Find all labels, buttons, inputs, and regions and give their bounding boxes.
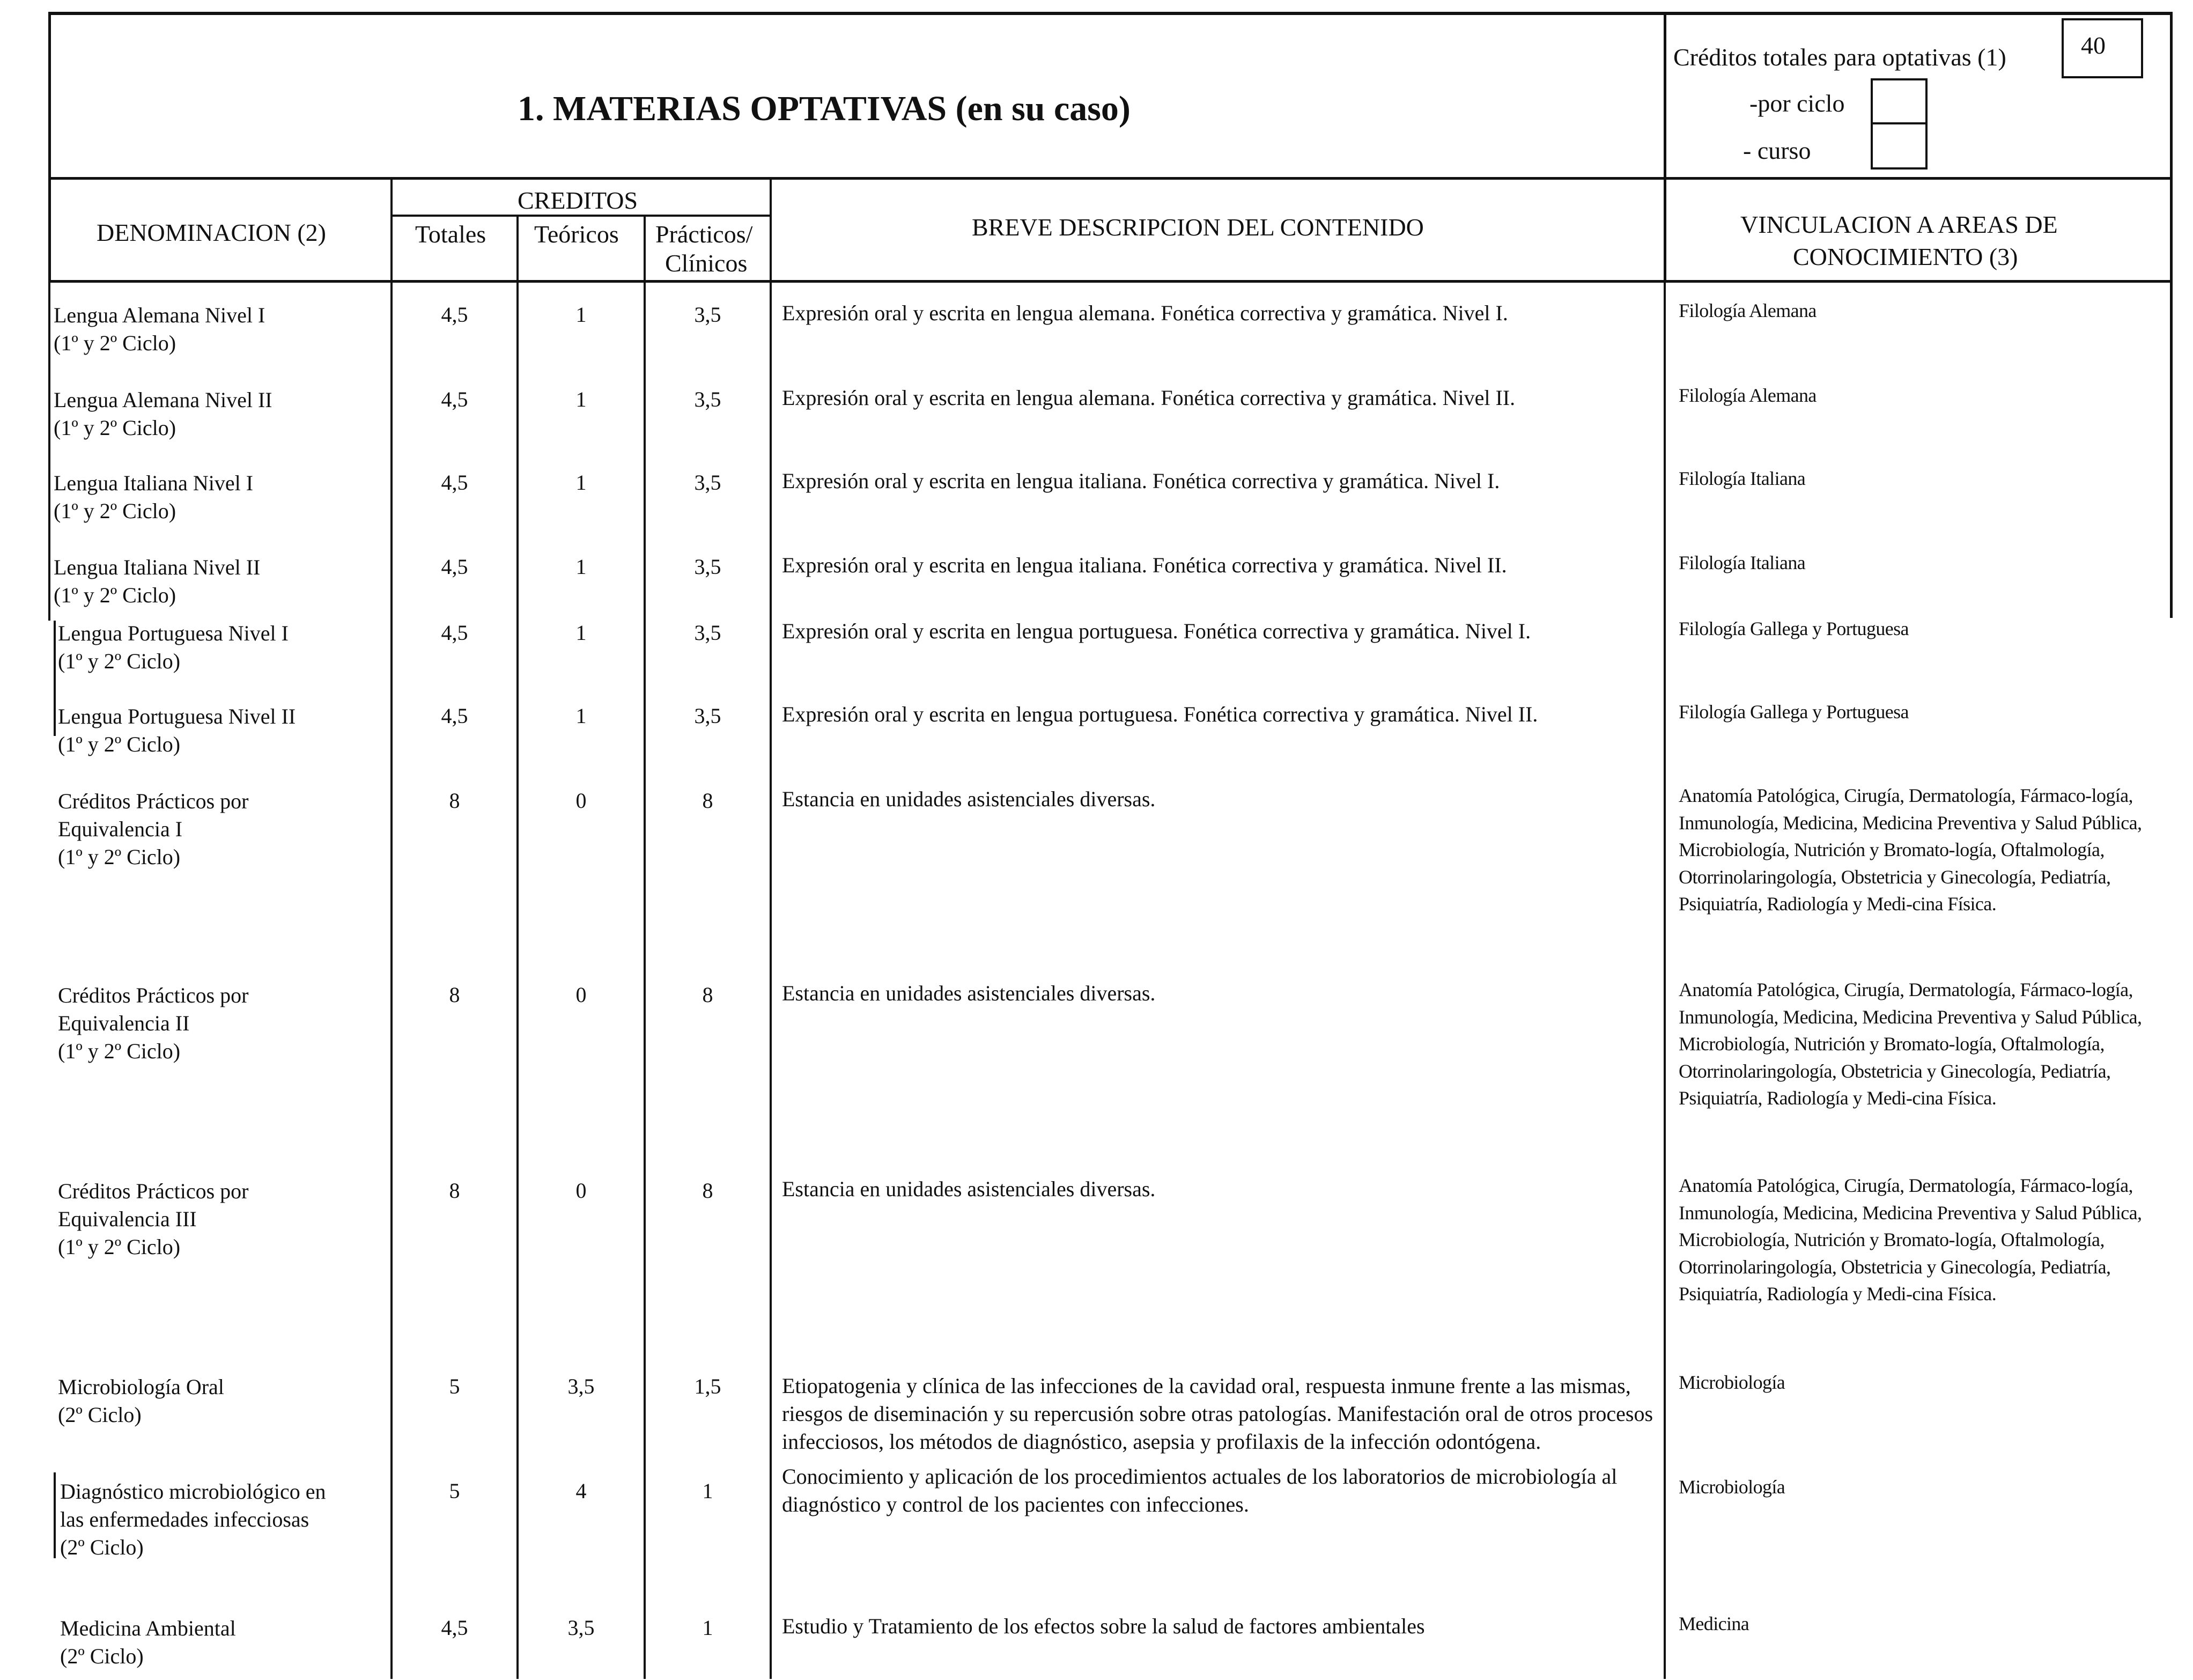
knowledge-area: Filología Gallega y Portuguesa: [1679, 701, 1909, 723]
subject-name-line-1: Lengua Portuguesa Nivel II: [58, 704, 296, 728]
credits-teoricos: 1: [575, 470, 587, 495]
subject-name-line-2: (1º y 2º Ciclo): [54, 331, 176, 355]
column-header-descripcion: BREVE DESCRIPCION DEL CONTENIDO: [972, 213, 1424, 241]
credits-practicos: 3,5: [694, 303, 721, 327]
credits-teoricos: 1: [575, 704, 587, 728]
credits-practicos: 3,5: [694, 555, 721, 579]
subject-name-line-2: (2º Ciclo): [58, 1403, 142, 1427]
credits-totales: 4,5: [441, 387, 468, 411]
subject-name-line-1: Créditos Prácticos por: [58, 983, 249, 1007]
subject-name-line-1: Lengua Italiana Nivel I: [54, 471, 254, 495]
content-description: Expresión oral y escrita en lengua portuguesa. Fonética correctiva y gramática. Nivel II.: [782, 702, 1538, 726]
knowledge-area: Microbiología: [1679, 1372, 1785, 1393]
credits-totales: 4,5: [441, 470, 468, 495]
knowledge-area: Filología Alemana: [1679, 385, 1817, 406]
knowledge-area: Anatomía Patológica, Cirugía, Dermatología, Fármaco-logía, Inmunología, Medicina, Medicina Preventiva y Salud Pública, Microbiología, Nutrición y Bromato-logía, Oftalmología, Otorrinolaringología, Obstetricia y Ginecología, Pediatría, Psiquiatría, Radiología y Medi-cina Física.: [1679, 979, 2142, 1109]
credits-totales: 4,5: [441, 303, 468, 327]
subject-name-line-3: (1º y 2º Ciclo): [58, 1039, 181, 1063]
content-description: Expresión oral y escrita en lengua portuguesa. Fonética correctiva y gramática. Nivel I.: [782, 619, 1531, 643]
credits-teoricos: 1: [575, 387, 587, 411]
content-description: Expresión oral y escrita en lengua italiana. Fonética correctiva y gramática. Nivel I.: [782, 469, 1500, 493]
credits-practicos: 1,5: [694, 1374, 721, 1398]
content-description: Estudio y Tratamiento de los efectos sobre la salud de factores ambientales: [782, 1614, 1425, 1638]
content-description: Estancia en unidades asistenciales diversas.: [782, 787, 1156, 811]
creditos-totales-value: 40: [2081, 32, 2106, 59]
credits-practicos: 3,5: [694, 621, 721, 645]
column-separator-totales: [516, 215, 519, 1679]
subject-name-line-2: (1º y 2º Ciclo): [54, 583, 176, 607]
credits-practicos: 8: [702, 789, 713, 813]
credits-practicos: 3,5: [694, 470, 721, 495]
content-description: Expresión oral y escrita en lengua alemana. Fonética correctiva y gramática. Nivel II.: [782, 386, 1516, 410]
knowledge-area: Microbiología: [1679, 1476, 1785, 1498]
creditos-totales-label: Créditos totales para optativas (1): [1673, 43, 2006, 71]
curso-box: [1871, 122, 1928, 170]
column-header-vinculacion: VINCULACION A AREAS DE: [1740, 211, 2058, 238]
knowledge-area: Filología Italiana: [1679, 552, 1806, 573]
knowledge-area: Medicina: [1679, 1613, 1749, 1634]
credits-practicos: 3,5: [694, 387, 721, 411]
credits-teoricos: 1: [575, 621, 587, 645]
column-header-creditos: CREDITOS: [518, 187, 638, 214]
credits-totales: 8: [449, 789, 460, 813]
knowledge-area: Filología Italiana: [1679, 468, 1806, 489]
credits-practicos: 8: [702, 983, 713, 1007]
subject-name-line-1: Medicina Ambiental: [60, 1616, 236, 1640]
left-margin-mark-3: [54, 1472, 56, 1558]
credits-totales: 4,5: [441, 621, 468, 645]
subject-name-line-1: Microbiología Oral: [58, 1375, 224, 1399]
subject-name-line-1: Créditos Prácticos por: [58, 1179, 249, 1203]
column-header-totales: Totales: [415, 220, 486, 248]
left-margin-mark-1: [48, 283, 50, 621]
subject-name-line-2: Equivalencia I: [58, 817, 183, 841]
subject-name-line-1: Lengua Portuguesa Nivel I: [58, 621, 289, 645]
subject-name-line-2: (1º y 2º Ciclo): [58, 649, 181, 673]
subject-name-line-2: (1º y 2º Ciclo): [54, 416, 176, 440]
column-header-clinicos: Clínicos: [665, 249, 748, 277]
credits-practicos: 1: [702, 1479, 713, 1503]
table-border-top: [48, 12, 2172, 15]
credits-teoricos: 0: [575, 789, 587, 813]
content-description: Etiopatogenia y clínica de las infecciones de la cavidad oral, respuesta inmune frente a las mismas, riesgos de diseminación y su repercusión sobre otras patologías. Manifestación oral de otros procesos infecciosos, los métodos de diagnóstico, asepsia y profilaxis de la infección odontógena.: [782, 1374, 1653, 1454]
table-border-right: [2170, 12, 2173, 618]
credits-teoricos: 1: [575, 303, 587, 327]
credits-totales: 4,5: [441, 1616, 468, 1640]
credits-teoricos: 0: [575, 1178, 587, 1203]
credits-teoricos: 3,5: [567, 1616, 595, 1640]
header-divider-horizontal: [48, 177, 2172, 180]
subject-name-line-2: (1º y 2º Ciclo): [58, 732, 181, 756]
column-header-denominacion: DENOMINACION (2): [97, 219, 326, 246]
credits-totales: 4,5: [441, 555, 468, 579]
subject-name-line-2: (2º Ciclo): [60, 1644, 144, 1668]
credits-teoricos: 4: [575, 1479, 587, 1503]
credits-practicos: 8: [702, 1178, 713, 1203]
subject-name-line-2: (1º y 2º Ciclo): [54, 499, 176, 523]
subject-name-line-1: Lengua Italiana Nivel II: [54, 555, 261, 579]
credits-totales: 5: [449, 1374, 460, 1398]
content-description: Conocimiento y aplicación de los procedimientos actuales de los laboratorios de microbiología al diagnóstico y control de los pacientes con infecciones.: [782, 1464, 1618, 1516]
subject-name-line-2: las enfermedades infecciosas: [60, 1507, 309, 1531]
content-description: Estancia en unidades asistenciales diversas.: [782, 1177, 1156, 1201]
subject-name-line-3: (2º Ciclo): [60, 1535, 144, 1559]
left-margin-mark-2: [54, 621, 56, 736]
credits-totales: 8: [449, 1178, 460, 1203]
credits-totales: 4,5: [441, 704, 468, 728]
table-border-left: [48, 12, 51, 283]
credits-practicos: 3,5: [694, 704, 721, 728]
credits-totales: 5: [449, 1479, 460, 1503]
subject-name-line-2: Equivalencia III: [58, 1207, 197, 1231]
page-title: 1. MATERIAS OPTATIVAS (en su caso): [518, 89, 1131, 128]
knowledge-area: Filología Alemana: [1679, 300, 1817, 321]
content-description: Expresión oral y escrita en lengua alemana. Fonética correctiva y gramática. Nivel I.: [782, 301, 1508, 325]
por-ciclo-box: [1871, 78, 1928, 124]
subject-name-line-1: Diagnóstico microbiológico en: [60, 1479, 326, 1504]
curso-label: - curso: [1743, 137, 1811, 164]
subject-name-line-3: (1º y 2º Ciclo): [58, 845, 181, 869]
knowledge-area: Anatomía Patológica, Cirugía, Dermatología, Fármaco-logía, Inmunología, Medicina, Medicina Preventiva y Salud Pública, Microbiología, Nutrición y Bromato-logía, Oftalmología, Otorrinolaringología, Obstetricia y Ginecología, Pediatría, Psiquiatría, Radiología y Medi-cina Física.: [1679, 785, 2142, 915]
credits-totales: 8: [449, 983, 460, 1007]
subject-name-line-2: Equivalencia II: [58, 1011, 190, 1035]
knowledge-area: Anatomía Patológica, Cirugía, Dermatología, Fármaco-logía, Inmunología, Medicina, Medicina Preventiva y Salud Pública, Microbiología, Nutrición y Bromato-logía, Oftalmología, Otorrinolaringología, Obstetricia y Ginecología, Pediatría, Psiquiatría, Radiología y Medi-cina Física.: [1679, 1175, 2142, 1305]
subject-name-line-1: Lengua Alemana Nivel I: [54, 303, 265, 327]
knowledge-area: Filología Gallega y Portuguesa: [1679, 618, 1909, 639]
subject-name-line-3: (1º y 2º Ciclo): [58, 1235, 181, 1259]
column-separator-teoricos: [644, 215, 646, 1679]
credits-teoricos: 0: [575, 983, 587, 1007]
credits-teoricos: 3,5: [567, 1374, 595, 1398]
column-header-divider: [48, 280, 2172, 283]
column-separator-practicos: [770, 177, 772, 1679]
column-separator-descripcion: [1664, 177, 1666, 1679]
column-header-teoricos: Teóricos: [534, 220, 619, 248]
column-header-practicos: Prácticos/: [655, 220, 753, 248]
content-description: Estancia en unidades asistenciales diversas.: [782, 981, 1156, 1005]
content-description: Expresión oral y escrita en lengua italiana. Fonética correctiva y gramática. Nivel II.: [782, 553, 1507, 577]
subject-name-line-1: Créditos Prácticos por: [58, 789, 249, 813]
column-header-conocimiento: CONOCIMIENTO (3): [1793, 243, 2018, 270]
por-ciclo-label: -por ciclo: [1749, 90, 1845, 117]
credits-teoricos: 1: [575, 555, 587, 579]
subject-name-line-1: Lengua Alemana Nivel II: [54, 388, 272, 412]
credits-practicos: 1: [702, 1616, 713, 1640]
